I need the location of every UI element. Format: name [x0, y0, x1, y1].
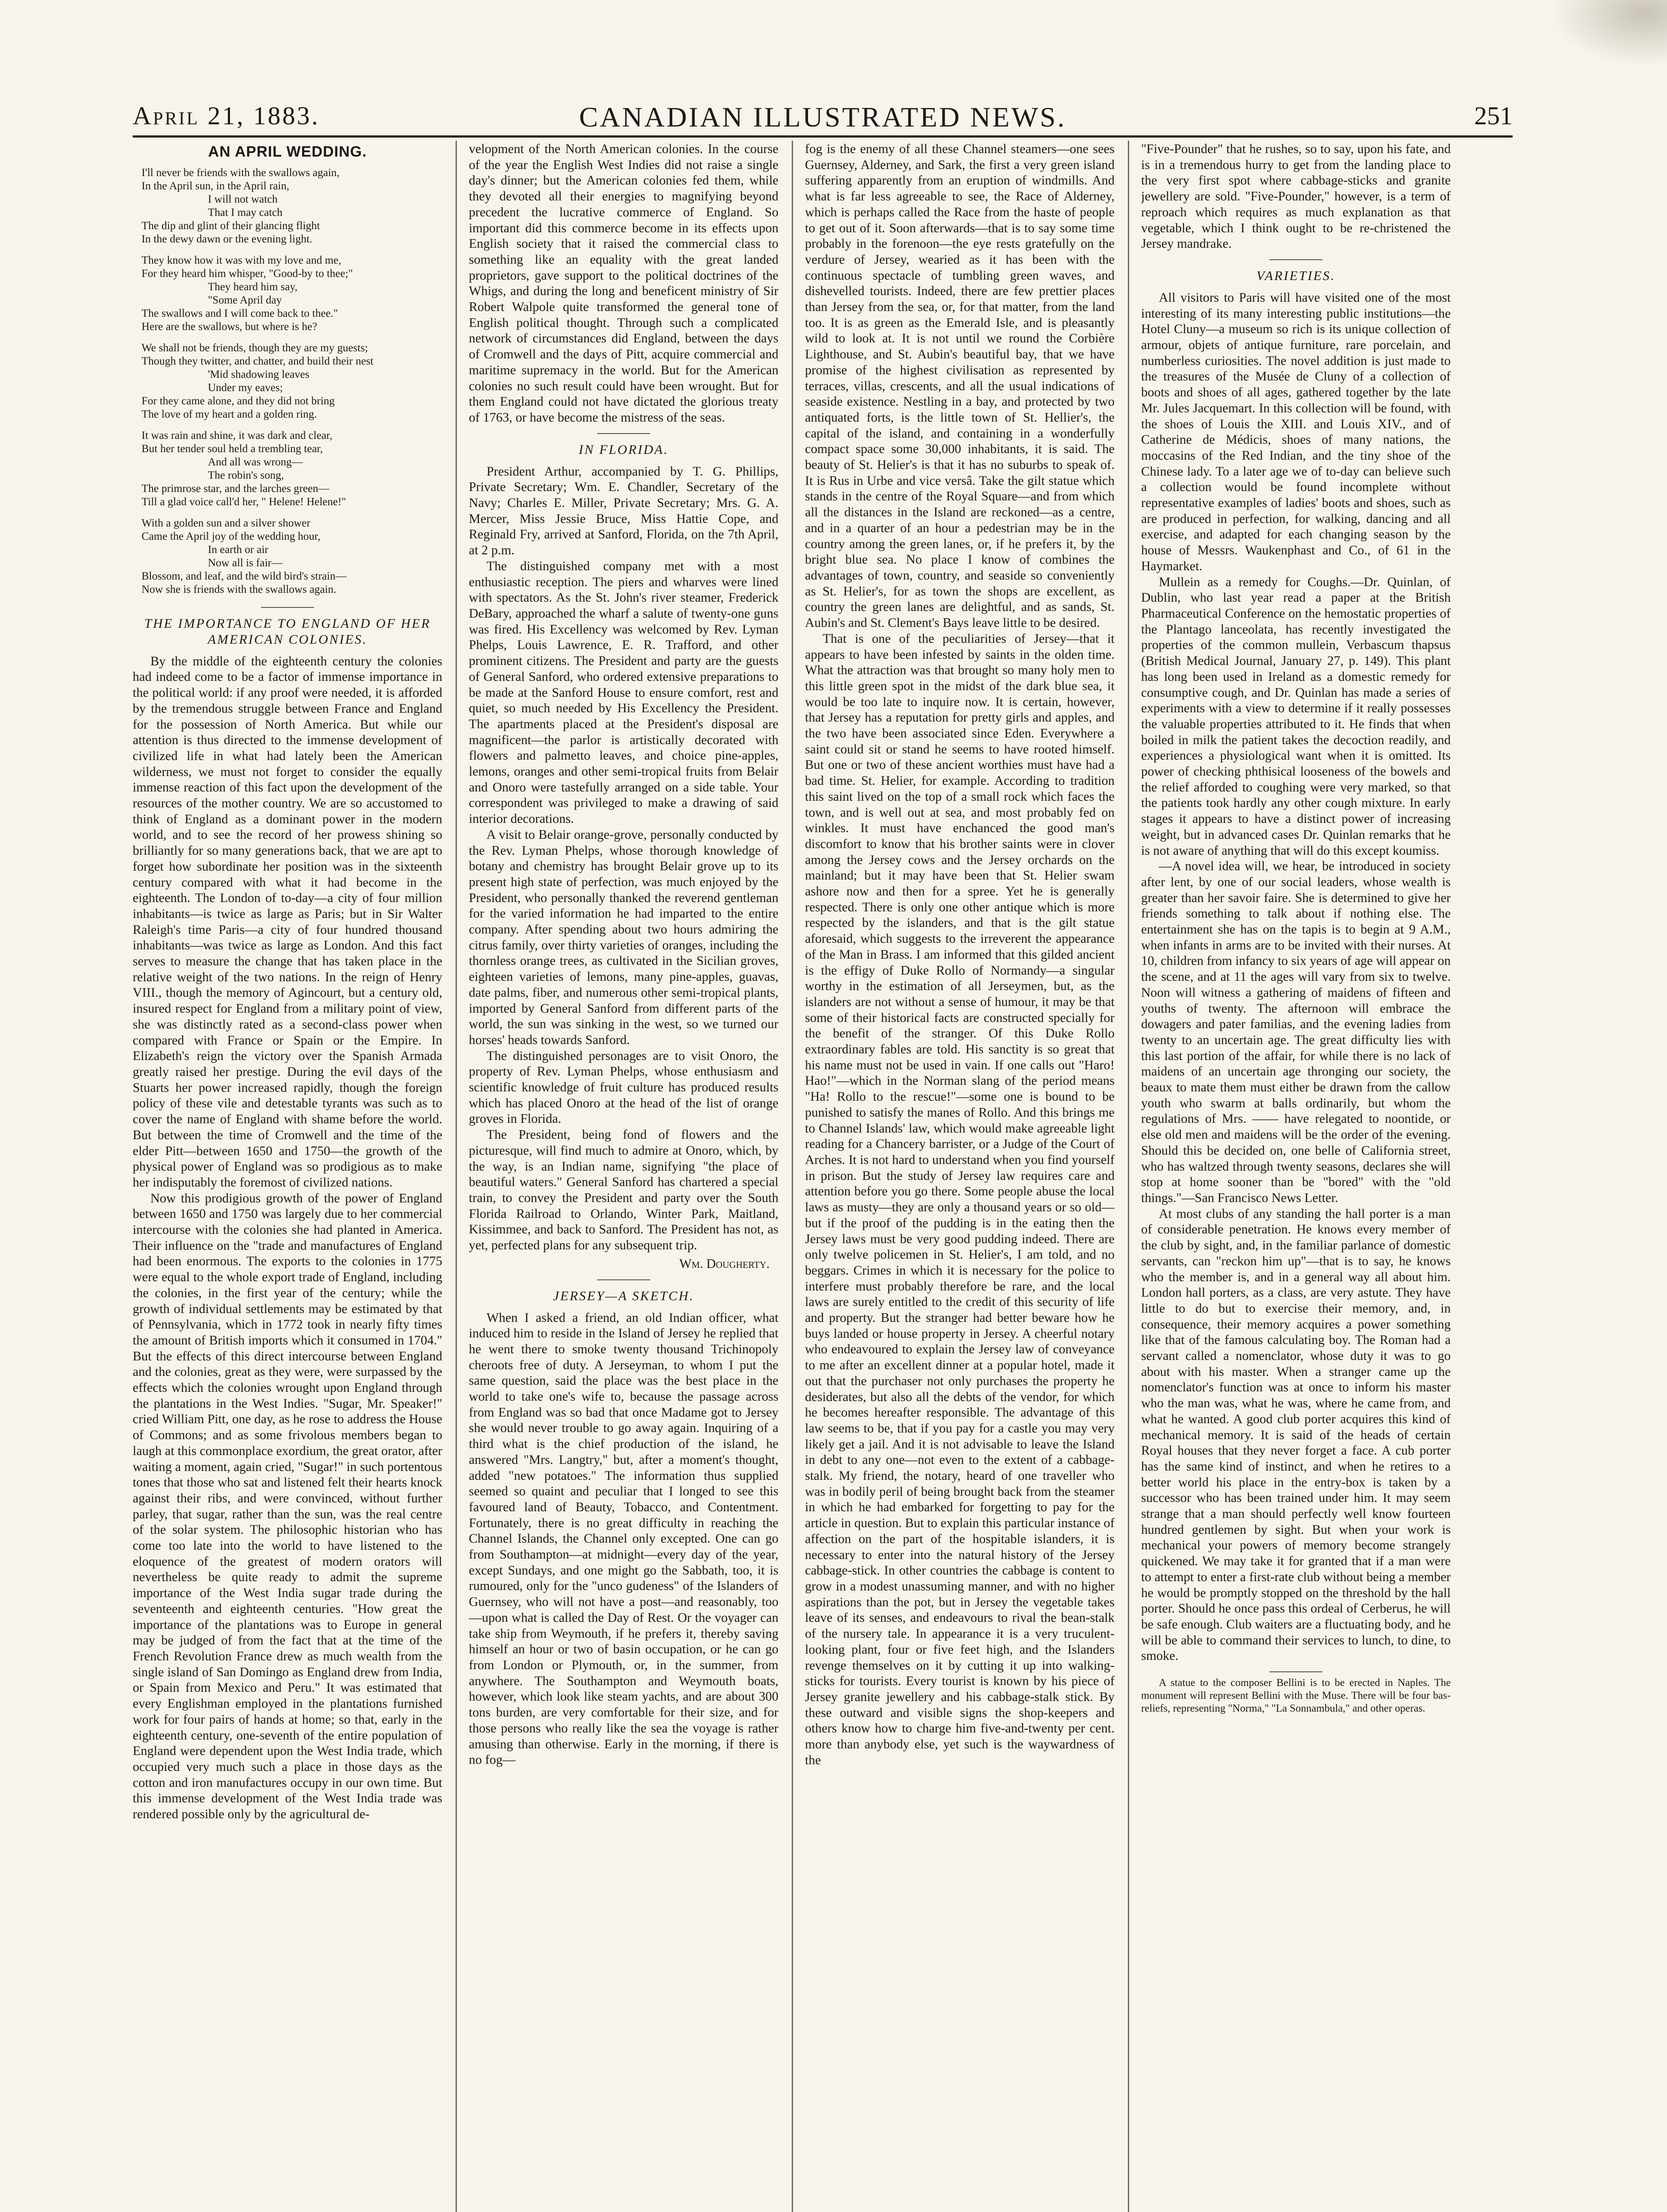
divider [261, 607, 314, 608]
paragraph: Mullein as a remedy for Coughs.—Dr. Quinlan, of Dublin, who last year read a paper at the British Pharmaceutical Conference on the hemostatic properties of the Plantago lanceolata, has recently investigated the properties of the common mullein, Verbascum thapsus (British Medical Journal, January 27, p. 149). This plant has long been used in Ireland as a domestic remedy for consumptive cough, and Dr. Quinlan has made a series of experiments with a view to determine if it really possesses the valuable properties attributed to it. He finds that when boiled in milk the patient takes the decoction readily, and experiences a physiological want when it is omitted. Its power of checking phthisical looseness of the bowels and the relief afforded to coughing were very marked, so that the patients took hardly any other cough mixture. In early stages it appears to have a distinct power of increasing weight, but in advanced cases Dr. Quinlan remarks that he is not aware of anything that will do this except koumiss. [1141, 575, 1451, 858]
page-header [133, 101, 1513, 141]
poem-line: Till a glad voice call'd her, " Helene! Helene!" [142, 495, 346, 508]
poem-line: In the dewy dawn or the evening light. [142, 233, 313, 245]
poem-line: For they heard him whisper, "Good-by to thee;" [142, 267, 353, 280]
poem-line: They heard him say, [208, 280, 298, 293]
poem-line: But her tender soul held a trembling tear, [142, 442, 323, 455]
poem-line: Now all is fair— [208, 557, 283, 569]
poem-line: Came the April joy of the wedding hour, [142, 530, 321, 542]
poem-line: 'Mid shadowing leaves [208, 368, 310, 380]
poem-april-wedding [142, 166, 442, 596]
paragraph: A visit to Belair orange-grove, personally conducted by the Rev. Lyman Phelps, whose thorough knowledge of botany and chemistry has brought Belair grove up to its present high state of perfection, was much enjoyed by the President, who personally thanked the reverend gentleman for the varied information he had imparted to the entire company. After spending about two hours admiring the citrus family, over thirty varieties of oranges, including the thornless orange trees, as cultivated in the Sicilian groves, eighteen varieties of lemons, many pine-apples, guavas, date palms, fiber, and numerous other semi-tropical plants, imported by General Sanford from different parts of the world, the sun was sinking in the west, so we turned our horses' heads towards Sanford. [469, 827, 778, 1047]
poem-line: Though they twitter, and chatter, and build their nest [142, 355, 374, 367]
poem-line: And all was wrong— [208, 456, 303, 468]
divider [1269, 259, 1322, 260]
article-title-april-wedding: AN APRIL WEDDING. [208, 143, 367, 160]
issue-date: April 21, 1883. [133, 101, 320, 130]
column-rule [1128, 141, 1129, 2212]
divider [597, 433, 650, 434]
paragraph: The distinguished company met with a most enthusiastic reception. The piers and wharves were lined with spectators. As the St. John's river steamer, Frederick DeBary, approached the wharf a salute of twenty-one guns was fired. His Excellency was welcomed by Rev. Lyman Phelps, Louis Lawrence, E. R. Trafford, and other prominent citizens. The President and party are the guests of General Sanford, who ordered extensive preparations to be made at the Sanford House to ensure comfort, rest and quiet, so much needed by His Excellency the President. The apartments placed at the President's disposal are magnificent—the parlor is artistically decorated with flowers and palmetto leaves, and choice pine-apples, lemons, oranges and other semi-tropical fruits from Belair and Onoro were tastefully arranged on a side table. Your correspondent was privileged to make a drawing of said interior decorations. [469, 559, 778, 826]
paragraph: President Arthur, accompanied by T. G. Phillips, Private Secretary; Wm. E. Chandler, Secretary of the Navy; Charles E. Miller, Private Secretary; Mrs. G. A. Mercer, Miss Jessie Bruce, Miss Hattie Cope, and Reginald Fry, arrived at Sanford, Florida, on the 7th April, at 2 p.m. [469, 464, 778, 558]
paragraph: That is one of the peculiarities of Jersey—that it appears to have been infested by saints in the olden time. What the attraction was that brought so many holy men to this little green spot in the midst of the dark blue sea, it would be too late to inquire now. It is certain, however, that Jersey has a reputation for pretty girls and apples, and the two have been associated since Eden. Everywhere a saint could sit or stand he seems to have rooted himself. But one or two of these ancient worthies must have had a bad time. St. Helier, for example. According to tradition this saint lived on the top of a small rock which faces the town, and is well out at sea, and most probably fed on winkles. It must have enchanced the good man's discomfort to know that his brother saints were in clover among the Jersey cows and the Jersey orchards on the mainland; but it may have been that St. Helier swam ashore now and then for a spree. Yet he is generally respected. There is only one other antique which is more respected by the islanders, and that is the gilt statue aforesaid, which suggests to the irreverent the appearance of the Man in Brass. I am informed that this gilded ancient is the effigy of Duke Rollo of Normandy—a singular worthy in the estimation of all Jerseymen, but, as the islanders are not without a sense of humour, it may be that some of their historical facts are constructed specially for the benefit of the stranger. Of this Duke Rollo extraordinary fables are told. His sanctity is so great that his name must not be used in vain. If one calls out "Haro! Hao!"—which in the Norman slang of the period means "Ha! Rollo to the rescue!"—some one is bound to be punished to satisfy the manes of Rollo. And this brings me to Channel Islands' law, which would make agreeable light reading for a Chancery barrister, or a Judge of the Court of Arches. It is not hard to understand when you find yourself in prison. But the study of Jersey law requires care and attention before you go there. Some people abuse the local laws as musty—they are only a thousand years or so old—but if the proof of the pudding is in the eating then the Jersey laws must be very good pudding indeed. There are only twelve policemen in St. Helier's, I am told, and no beggars. Crimes in which it is necessary for the police to interfere must probably therefore be rare, and the local laws are surely entitled to the credit of this security of life and property. But the stranger had better beware how he buys landed or house property in Jersey. A cheerful notary who endeavoured to explain the Jersey law of conveyance to me after an excellent dinner at a popular hotel, made it out that the purchaser not only purchases the property he desiderates, but also all the debts of the vendor, for which he becomes hereafter responsible. The advantage of this law seems to be, that if you pay for a castle you may very likely get a jail. And it is not advisable to leave the Island in debt to any one—not even to the extent of a cabbage-stalk. My friend, the notary, heard of one traveller who was in bodily peril of being brought back from the steamer in which he had embarked for forgetting to pay for the article in question. But to explain this particular instance of affection on the part of the hospitable islanders, it is necessary to enter into the natural history of the Jersey cabbage-stick. In other countries the cabbage is content to grow in a modest unassuming manner, and with no higher aspirations than the pot, but in Jersey the vegetable takes leave of its senses, and endeavours to rival the bean-stalk of the nursery tale. In appearance it is a very truculent-looking plant, four or five feet high, and the Islanders revenge themselves on it by cutting it up into walking-sticks for tourists. Every tourist is known by his piece of Jersey granite jewellery and his cabbage-stalk stick. By these outward and visible signs the shop-keepers and others know how to charge him five-and-twenty per cent. more than anybody else, yet such is the waywardness of the [805, 631, 1115, 1767]
poem-line: I will not watch [208, 193, 278, 205]
poem-line: In the April sun, in the April rain, [142, 180, 289, 192]
paragraph: velopment of the North American colonies. In the course of the year the English West Indies did not raise a single day's dinner; but the American colonies fed them, while they devoted all their energies to magnifying beyond precedent the lucrative commerce of England. So important did this commerce become in its effects upon English society that it raised the commercial class to something like an equality with the great landed proprietors, gave support to the political doctrines of the Whigs, and during the long and beneficent ministry of Sir Robert Walpole quite transformed the general tone of English political thought. Through such a complicated network of circumstances did England, between the days of Cromwell and the days of Pitt, acquire commercial and maritime supremacy in the world. But for the American colonies no such result could have been wrought. But for them England could not have dictated the glorious treaty of 1763, or have become the mistress of the seas. [469, 142, 778, 425]
poem-line: In earth or air [208, 543, 268, 556]
poem-line: We shall not be friends, though they are my guests; [142, 342, 368, 354]
paragraph: fog is the enemy of all these Channel steamers—one sees Guernsey, Alderney, and Sark, the first a very green island suffering apparently from an eruption of windmills. And what is far less agreeable to see, the Race of Alderney, which is perhaps called the Race from the haste of people to get out of it. Soon afterwards—that is to say some time probably in the forenoon—the eye rests gratefully on the verdure of Jersey, wearied as it has been with the continuous spectacle of tumbling green waves, and dishevelled tourists. Indeed, there are few prettier places than Jersey from the sea, or, for that matter, from the land too. It is as green as the Emerald Isle, and is pleasantly wild to look at. It is not until we round the Corbière Lighthouse, and St. Aubin's beautiful bay, that we have promise of the highest civilisation as represented by terraces, villas, crescents, and all the usual indications of seaside existence. Nestling in a bay, and protected by two antiquated forts, is the little town of St. Hellier's, the capital of the island, and containing in a wonderfully compact space some 30,000 inhabitants, it is said. The beauty of St. Helier's is that it has no suburbs to speak of. It is Rus in Urbe and vice versâ. Take the gilt statue which stands in the centre of the Royal Square—and from which all the distances in the Island are reckoned—as a centre, and in a quarter of an hour a pedestrian may be in the country among the green lanes, or, if he prefers it, by the bright blue sea. No place I know of combines the advantages of town, country, and seaside so conveniently as St. Helier's, for as town the shops are excellent, as country the green lanes are delightful, and as sands, St. Aubin's and St. Clement's Bays leave little to be desired. [805, 142, 1115, 630]
poem-line: Now she is friends with the swallows again. [142, 583, 337, 595]
paragraph: All visitors to Paris will have visited one of the most interesting of its many interesting public institutions—the Hotel Cluny—a museum so rich is its unique collection of armour, objets of antique furniture, rare porcelain, and numberless curiosities. The novel addition is just made to the treasures of the Musée de Cluny of a collection of boots and shoes of all ages, gathered together by the late Mr. Jules Jacquemart. In this collection will be found, with the shoes of Louis the XIII. and Louis XIV., and of Catherine de Médicis, shoes of many nations, the moccasins of the Red Indian, and the tiny shoe of the Chinese lady. To a later age we of to-day can believe such a collection would be found incomplete without representative examples of ladies' boots and shoes, such as are produced in perfection, for walking, dancing and all exercise, and adapted for each changing season by the house of Messrs. Waukenphast and Co., of 61 in the Haymarket. [1141, 290, 1451, 573]
paragraph: A statue to the composer Bellini is to be erected in Naples. The monument will represent Bellini with the Muse. There will be four bas-reliefs, representing "Norma," "La Sonnambula," and other operas. [1141, 1677, 1451, 1715]
poem-line: It was rain and shine, it was dark and clear, [142, 429, 333, 442]
divider [597, 1279, 650, 1280]
poem-line: For they came alone, and they did not bring [142, 395, 335, 407]
column-rule [456, 141, 457, 2212]
poem-line: Here are the swallows, but where is he? [142, 320, 318, 333]
poem-line: The primrose star, and the larches green— [142, 482, 330, 495]
paragraph: The distinguished personages are to visit Onoro, the property of Rev. Lyman Phelps, whose enthusiasm and scientific knowledge of fruit culture has produced results which has placed Onoro at the head of the list of orange groves in Florida. [469, 1048, 778, 1126]
divider [1269, 1671, 1322, 1672]
poem-line: The dip and glint of their glancing flight [142, 219, 320, 232]
poem-line: "Some April day [208, 294, 282, 306]
poem-line: Blossom, and leaf, and the wild bird's strain— [142, 570, 347, 582]
paragraph: —A novel idea will, we hear, be introduced in society after lent, by one of our social leaders, whose wealth is greater than her savoir faire. She is determined to give her friends something to talk about if nothing else. The entertainment she has on the tapis is to begin at 9 A.M., when infants in arms are to be invited with their nurses. At 10, children from infancy to six years of age will appear on the scene, and at 11 the ages will vary from six to twelve. Noon will witness a gathering of maidens of fifteen and youths of twenty. The afternoon will embrace the dowagers and pater familias, and the evening ladies from twenty to an uncertain age. The great difficulty lies with this last portion of the affair, for while there is no lack of maidens of an uncertain age thronging our society, the beaux to mate them must either be drawn from the callow youth who swarm at balls ordinarily, but whom the regulations of Mrs. —— have relegated to noontide, or else old men and maidens will be the order of the evening. Should this be decided on, one belle of California street, who has waltzed through twenty seasons, declares she will stop at home sooner than be "bored" with the "old things."—San Francisco News Letter. [1141, 859, 1451, 1205]
masthead-title: CANADIAN ILLUSTRATED NEWS. [579, 101, 1066, 133]
poem-line: They know how it was with my love and me, [142, 254, 341, 266]
poem-line: I'll never be friends with the swallows again, [142, 166, 340, 179]
page-number: 251 [1474, 101, 1513, 130]
article-title-importance: THE IMPORTANCE TO ENGLAND OF HER AMERICAN COLONIES. [144, 616, 431, 647]
paragraph: "Five-Pounder" that he rushes, so to say, upon his fate, and is in a tremendous hurry to get from the landing place to the very first spot where cabbage-sticks and granite jewellery are sold. "Five-Pounder," however, is a term of reproach which requires as much explanation as that vegetable, which I think ought to be re-christened the Jersey mandrake. [1141, 142, 1451, 251]
author-signature: Wm. Dougherty. [679, 1256, 770, 1271]
column-3 [805, 142, 1115, 2212]
poem-stanza [142, 429, 442, 509]
poem-line: With a golden sun and a silver shower [142, 517, 310, 529]
column-rule [792, 141, 793, 2212]
article-title-jersey: JERSEY—A SKETCH. [553, 1288, 694, 1303]
poem-stanza [142, 254, 442, 334]
poem-stanza [142, 517, 442, 596]
article-title-varieties: VARIETIES. [1256, 268, 1336, 283]
paragraph: When I asked a friend, an old Indian officer, what induced him to reside in the Island of Jersey he replied that he went there to smoke twenty thousand Trichinopoly cheroots free of duty. A Jerseyman, to whom I put the same question, said the place was the best place in the world to take one's wife to, because the passage across from England was so bad that once Madame got to Jersey she would never trouble to go away again. Inquiring of a third what is the chief production of the island, he answered "Mrs. Langtry," but, after a moment's thought, added "new potatoes." The information thus supplied seemed so quaint and peculiar that I longed to see this favoured land of Beauty, Tobacco, and Contentment. Fortunately, there is no great difficulty in reaching the Channel Islands, the Channel only excepted. One can go from Southampton—at midnight—every day of the year, except Sundays, and one might go the Sabbath, too, it is rumoured, only for the "unco gudeness" of the Islanders of Guernsey, who will not have a post—and reasonably, too—upon what is called the Day of Rest. Or the voyager can take ship from Weymouth, if he prefers it, thereby saving himself an hour or two of basin occupation, or he can go from London or Plymouth, or, in the summer, from anywhere. The Southampton and Weymouth boats, however, which look like steam yachts, and are about 300 tons burden, are very comfortable for their size, and for those persons who really like the sea the voyage is rather amusing than otherwise. Early in the morning, if there is no fog— [469, 1310, 778, 1767]
paragraph: Now this prodigious growth of the power of England between 1650 and 1750 was largely due to her commercial intercourse with the colonies she had planted in America. Their influence on the "trade and manufactures of England had been enormous. The exports to the colonies in 1775 were equal to the whole export trade of England, including the colonies, in the first year of the century; while the growth of individual settlements may be estimated by that of Pennsylvania, which in 1772 took in nearly fifty times the amount of British imports which it consumed in 1704." But the effects of this direct intercourse between England and the colonies, great as they were, were surpassed by the effects which the colonies wrought upon England through the plantations in the West Indies. "Sugar, Mr. Speaker!" cried William Pitt, one day, as he rose to address the House of Commons; and as some frivolous members began to laugh at this commonplace exordium, the great orator, after waiting a moment, again cried, "Sugar!" in such portentous tones that those who sat and listened felt their hearts knock against their ribs, and were convinced, without further parley, that sugar, rather than the sun, was the real centre of the solar system. The philosophic historian who has come too late into the world to have listened to the eloquence of the greatest of modern orators will nevertheless be quite ready to admit the supreme importance of the West India sugar trade during the seventeenth and eighteenth centuries. "How great the importance of the plantations was to Europe in general may be judged of from the fact that at the time of the French Revolution France drew as much wealth from the single island of San Domingo as England drew from India, or Spain from Mexico and Peru." It was estimated that every Englishman employed in the plantations furnished work for four pairs of hands at home; so that, early in the eighteenth century, one-seventh of the entire population of England were dependent upon the West India trade, which occupied very much such a place in those days as the cotton and iron manufactures occupy in our own time. But this immense development of the West India trade was rendered possible only by the agricultural de- [133, 1191, 442, 1822]
page-stain [1552, 0, 1667, 66]
column-2 [469, 142, 778, 2212]
poem-line: That I may catch [208, 206, 283, 219]
poem-line: The robin's song, [208, 469, 284, 481]
poem-stanza [142, 166, 442, 246]
header-rule [133, 135, 1513, 138]
article-title-florida: IN FLORIDA. [579, 442, 669, 457]
poem-stanza [142, 342, 442, 421]
paragraph: At most clubs of any standing the hall porter is a man of considerable penetration. He knows every member of the club by sight, and, in the familiar parlance of domestic servants, can "reckon him up"—that is to say, he knows who the member is, and in a general way all about him. London hall porters, as a class, are very astute. They have little to do but to exercise their memory, and, in consequence, their memory acquires a power something like that of the famous calculating boy. The Roman had a servant called a nomenclator, whose duty it was to go about with his master. When a stranger came up the nomenclator's function was at once to inform his master who the man was, what he was, where he came from, and what he wanted. A good club porter acquires this kind of mechanical memory. It is said of the heads of certain Royal houses that they never forget a face. A cub porter has the same kind of instinct, and when he retires to a better world his place in the entry-box is taken by a successor who has been trained under him. It may seem strange that a man should perfectly well know fourteen hundred gentlemen by sight. But when your work is mechanical your powers of memory become strangely quickened. We may take it for granted that if a man were to attempt to enter a first-rate club without being a member he would be promptly stopped on the threshold by the hall porter. Should he once pass this ordeal of Cerberus, he will be safe enough. Club waiters are a fluctuating body, and he will be able to command their services to lunch, to dine, to smoke. [1141, 1206, 1451, 1663]
poem-line: The swallows and I will come back to thee." [142, 307, 338, 319]
poem-line: The love of my heart and a golden ring. [142, 408, 317, 420]
paragraph: The President, being fond of flowers and the picturesque, will find much to admire at Onoro, which, by the way, is an Indian name, signifying "the place of beautiful waters." General Sanford has chartered a special train, to convey the President and party over the South Florida Railroad to Orlando, Winter Park, Maitland, Kissimmee, and back to Sanford. The President has not, as yet, perfected plans for any subsequent trip. [469, 1128, 778, 1253]
paragraph: By the middle of the eighteenth century the colonies had indeed come to be a factor of immense importance in the political world: if any proof were needed, it is afforded by the tremendous struggle between France and England for the possession of North America. But while our attention is thus directed to the immense development of civilized life in what had lately been the American wilderness, we must not forget to consider the equally immense reaction of this fact upon the development of the resources of the mother country. We are so accustomed to think of England as a dominant power in the modern world, and to see the record of her prowess shining so brilliantly for so many generations back, that we are apt to forget how subordinate her position was in the sixteenth century compared with what it had become in the eighteenth. The London of to-day—a city of four million inhabitants—is twice as large as Paris; but in Sir Walter Raleigh's time Paris—a city of four hundred thousand inhabitants—was twice as large as London. And this fact serves to measure the change that has taken place in the relative weight of the two nations. In the reign of Henry VIII., though the memory of Agincourt, but a century old, insured respect for England from a military point of view, she was distinctly rated as a second-class power when compared with France or Spain or the Empire. In Elizabeth's reign the victory over the Spanish Armada greatly raised her prestige. During the evil days of the Stuarts her power increased rapidly, though the foreign policy of these vile and detestable tyrants was such as to cover the name of England with shame before the world. But between the time of Cromwell and the time of the elder Pitt—between 1650 and 1750—the growth of the physical power of England was so prodigious as to make her indisputably the foremost of civilized nations. [133, 654, 442, 1190]
column-1 [133, 142, 442, 2212]
column-4 [1141, 142, 1451, 2212]
poem-line: Under my eaves; [208, 381, 283, 394]
